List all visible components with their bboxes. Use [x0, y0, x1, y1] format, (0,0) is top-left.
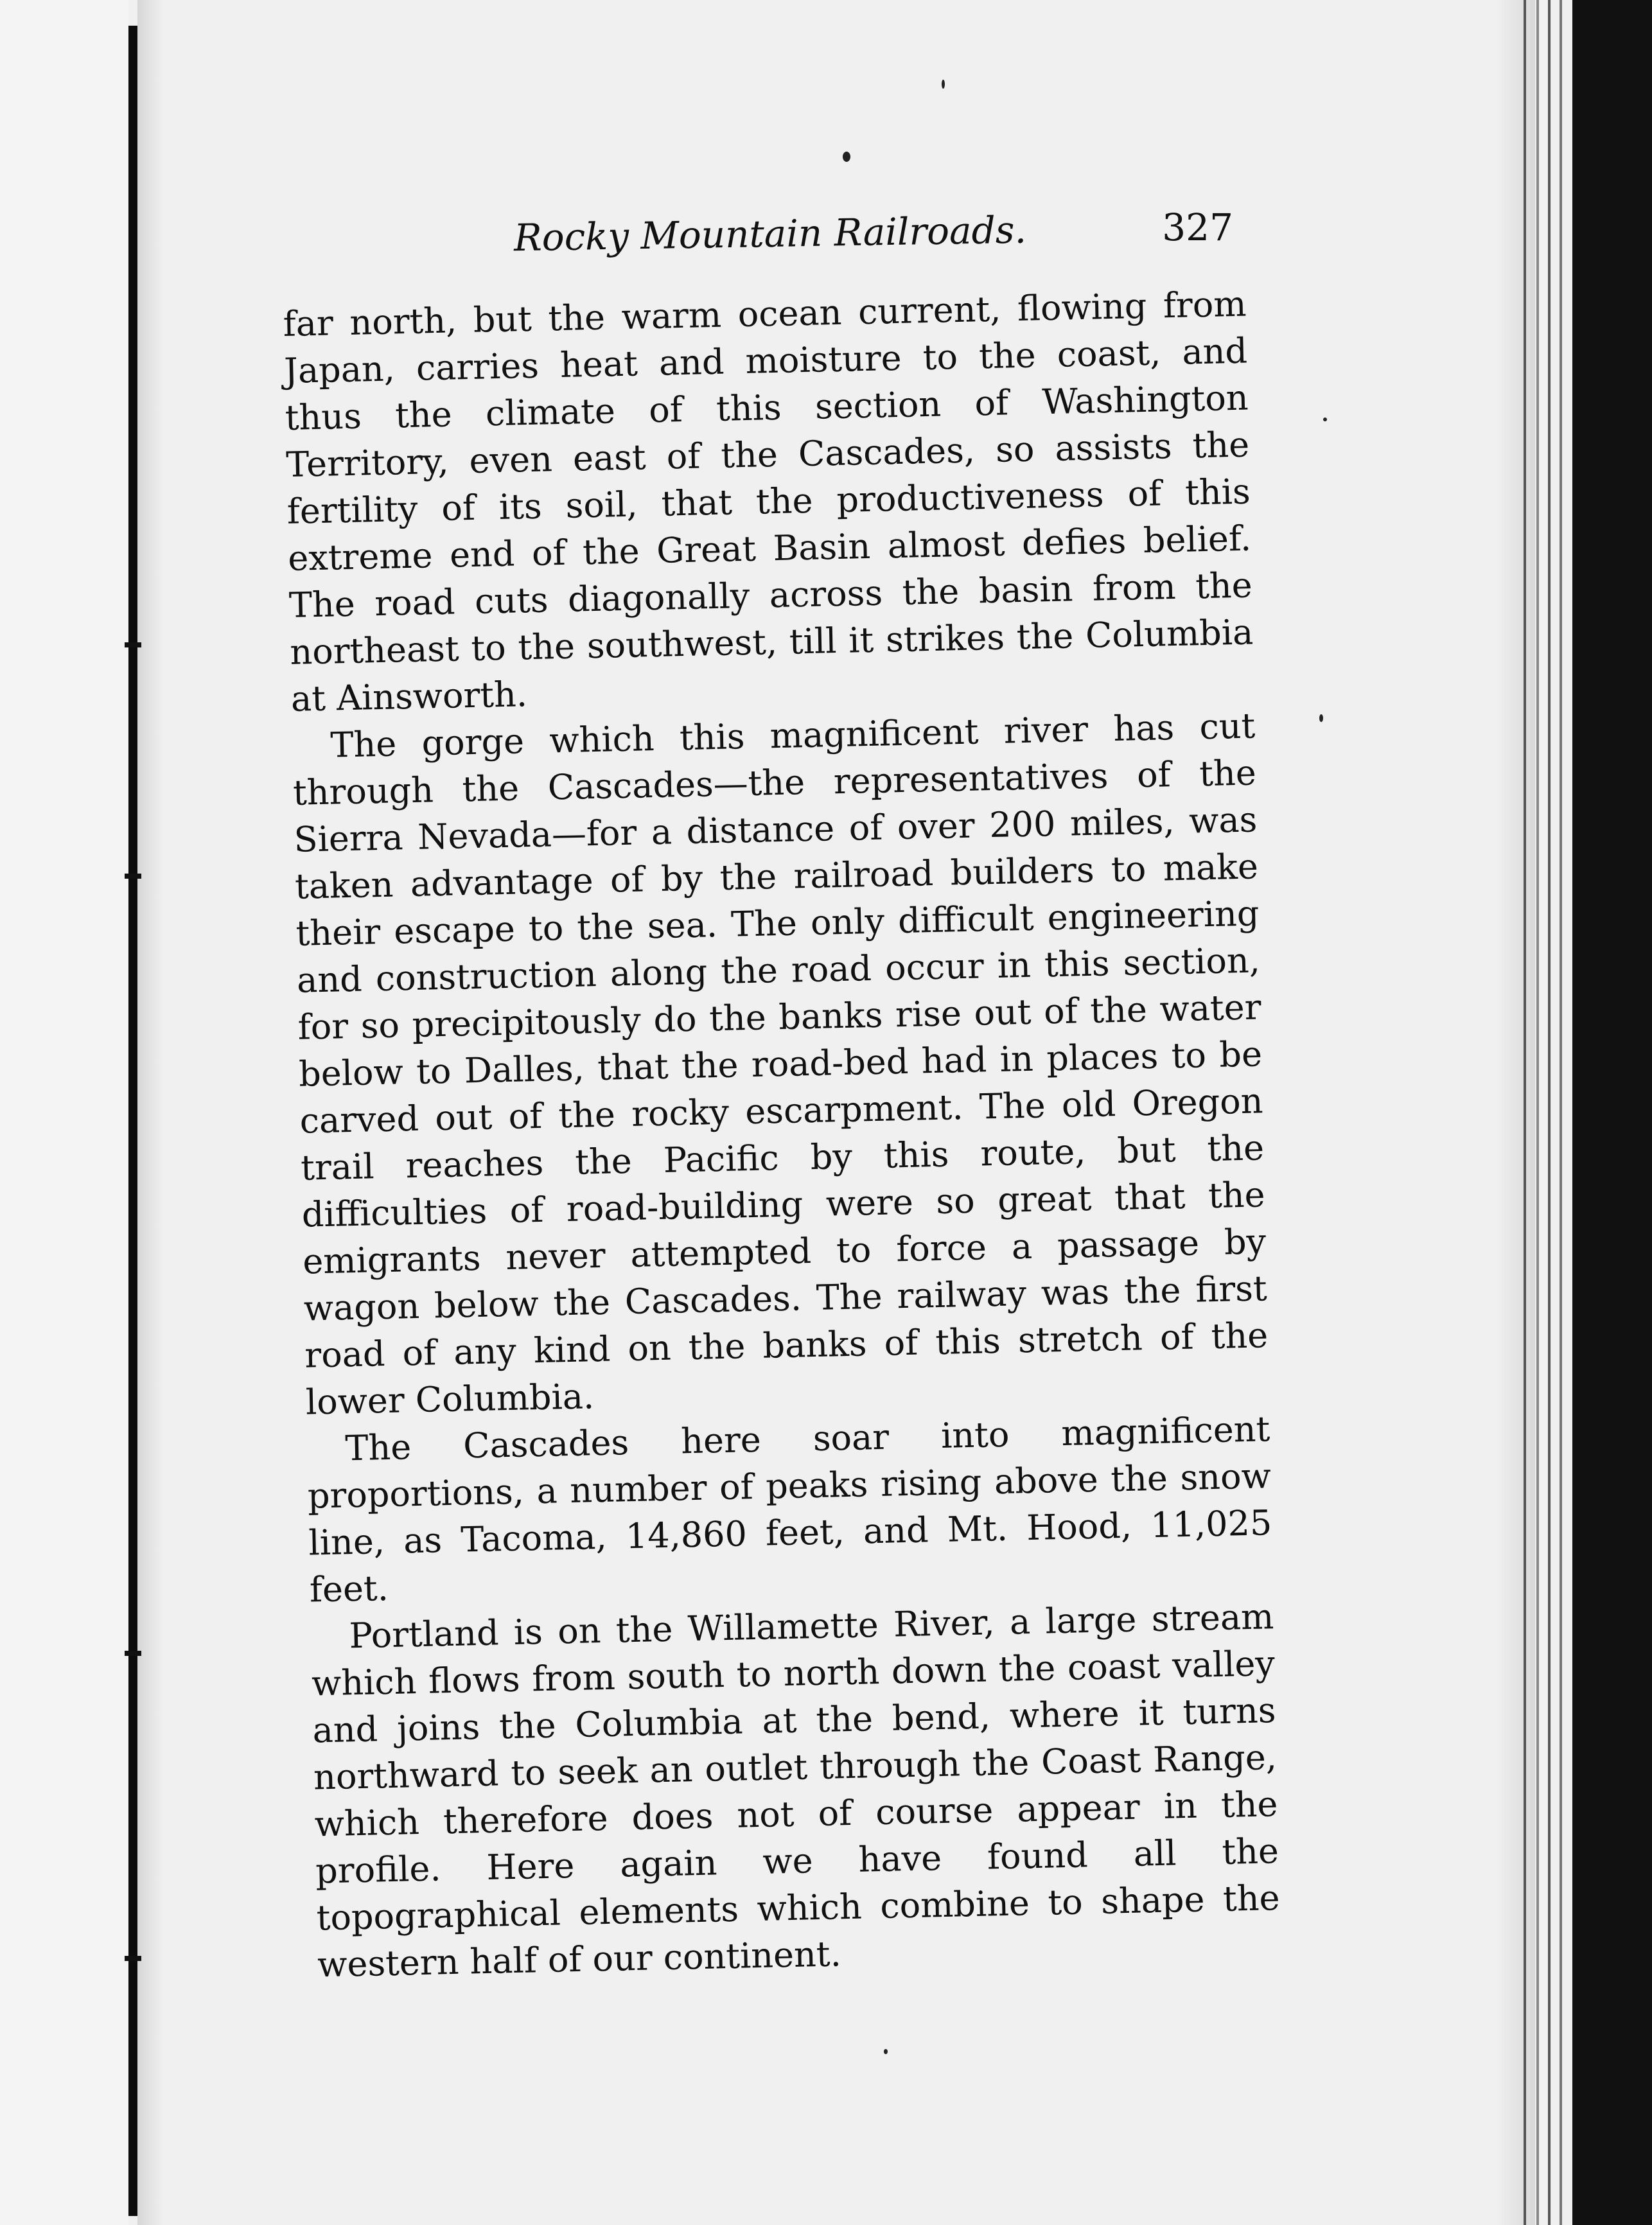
paragraph: Portland is on the Willamette River, a large stream which flows from south to north down the coast valley and joins the Columbia at the bend, where it turns northward to seek an outlet through the Coast Range, which therefore does not of course appear in the profile. Here again we have found all the topographical elements which combine to shape the western half of our continent.: [311, 1596, 1281, 1985]
paragraph: The Cascades here soar into magnificent proportions, a number of peaks rising above the snow line, as Tacoma, 14,860 feet, and Mt. Hood, 11,025 feet.: [307, 1409, 1272, 1610]
binding-stitch: [125, 874, 141, 879]
scan-speck: [843, 152, 850, 162]
scan-speck: [1323, 418, 1327, 421]
binding-stitch: [125, 1956, 141, 1961]
page-number: 327: [1162, 206, 1233, 249]
book-cover-edge: [1572, 0, 1652, 2225]
running-head: [270, 206, 1233, 276]
binding-stitch: [125, 642, 141, 647]
scan-speck: [884, 2049, 888, 2054]
paragraph: The gorge which this magnificent river has cut through the Cascades—the representatives of the Sierra Nevada—for a distance of over 200 miles, was taken advantage of by the railroad builders to make their escape to the sea. The only difficult engineering and construction along the road occur in this section, for so precipitously do the banks rise out of the water below to Dalles, that the road-bed had in places to be carved out of the rocky escarpment. The old Oregon trail reaches the Pacific by this route, but the difficulties of road-building were so great that the emigrants never attempted to force a passage by wagon below the Cascades. The railway was the first road of any kind on the banks of this stretch of the lower Columbia.: [292, 705, 1269, 1423]
page-edge-line: [1524, 0, 1526, 2225]
binding-spine: [128, 26, 137, 2216]
scan-speck: [1319, 714, 1323, 722]
body-text: [283, 281, 1281, 1989]
facing-page-edge: [0, 0, 128, 2225]
page-edge-line: [1536, 0, 1539, 2225]
page-edge-line: [1548, 0, 1551, 2225]
page-edge-shadow: [1497, 0, 1535, 2225]
running-head-title: Rocky Mountain Railroads.: [513, 207, 1027, 260]
scan-speck: [942, 80, 945, 89]
binding-stitch: [125, 1651, 141, 1656]
gutter-shadow: [137, 0, 163, 2225]
paragraph: far north, but the warm ocean current, flowing from Japan, carries heat and moisture to the coast, and thus the climate of this section of Washington Territory, even east of the Cascades, so assists the fertility of its soil, that the productiveness of this extreme end of the Great Basin almost defies belief. The road cuts diagonally across the basin from the northeast to the southwest, till it strikes the Columbia at Ainsworth.: [283, 283, 1254, 719]
page-edge-line: [1560, 0, 1562, 2225]
